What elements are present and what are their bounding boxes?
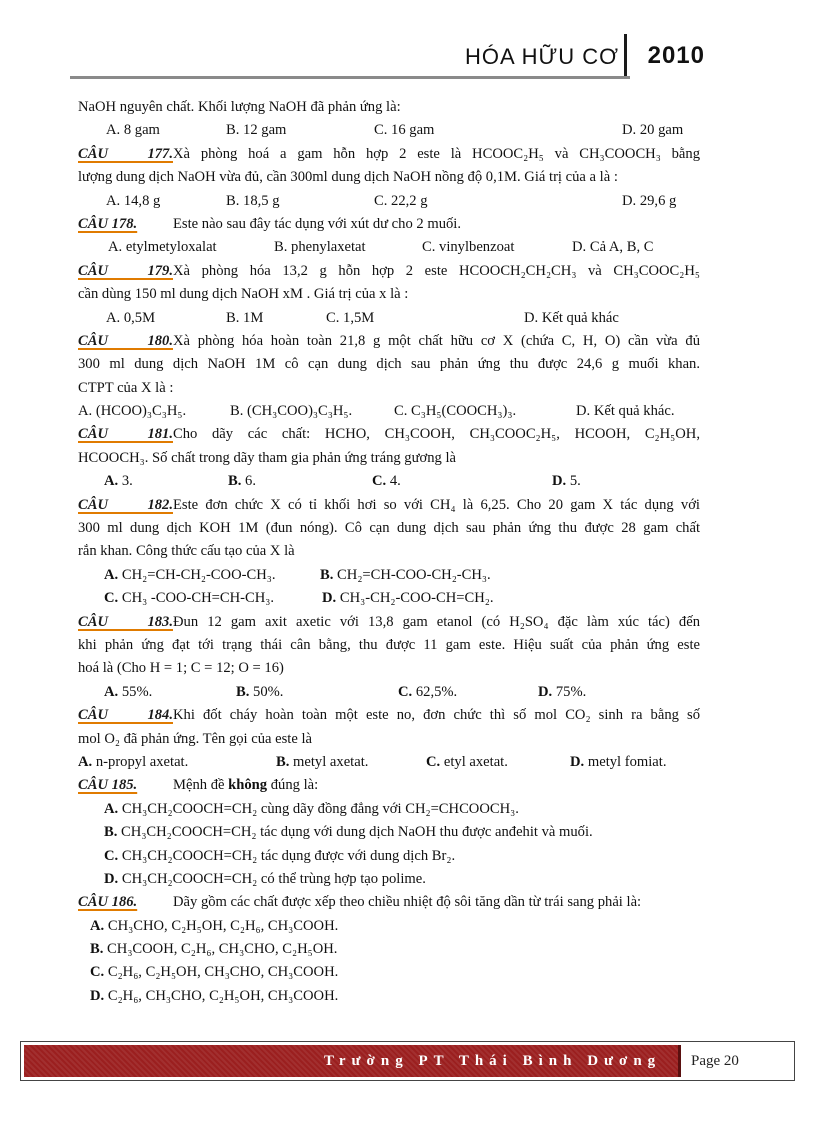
option-a: A. 8 gam [106,122,160,139]
option-b: B. phenylaxetat [274,239,366,256]
question-text: Mệnh đề [173,777,229,794]
question-label: CÂU 181. [78,426,173,443]
header-title: HÓA HỮU CƠ [465,44,619,69]
page-footer [20,1041,795,1081]
question-text: Cho dãy các chất: HCHO, CH₃COOH, CH₃COOC₂H₅, HCOOH, C₂H₅OH, [173,426,700,443]
footer-school-name: Trường PT Thái Bình Dương [324,1053,662,1069]
answer-row [78,751,700,774]
text-line: NaOH nguyên chất. Khối lượng NaOH đã phản ứng là: [78,99,401,115]
option-d: metyl fomiat. [587,753,667,770]
question-186 [78,891,700,914]
option-b: 50%. [253,683,284,700]
text-line: 300 ml dung dịch KOH 1M (đun nóng). Cô cạn dung dịch sau phản ứng thu được 28 gam chất [78,520,700,537]
answer-row [78,868,700,891]
option-c: C₂H₆, C₂H₅OH, CH₃CHO, CH₃COOH. [107,964,339,981]
text-line: 300 ml dung dịch NaOH 1M cô cạn dung dịch sau phản ứng thu được 24,6 g muối khan. [78,356,700,373]
option-a: A. etylmetyloxalat [108,239,217,256]
option-a: n-propyl axetat. [95,753,189,770]
answer-row [78,915,700,938]
option-c: 4. [389,473,401,490]
option-b: CH₃COOH, C₂H₆, CH₃CHO, C₂H₅OH. [107,941,338,958]
question-label: CÂU 180. [78,332,173,349]
option-letter: D. [322,590,337,607]
question-label: CÂU 179. [78,262,173,279]
option-c: C. vinylbenzoat [422,239,515,256]
option-letter: B. [104,824,118,841]
text-line: khi phản ứng đạt tới trạng thái cân bằng, thu được 11 gam este. Hiệu suất của phản ứng este [78,636,700,653]
option-letter: D. [552,473,567,490]
option-d: CH₃-CH₂-COO-CH=CH₂. [339,590,494,607]
option-letter: C. [104,590,119,607]
option-a: A. 14,8 g [106,192,161,209]
answer-row [78,119,700,142]
option-letter: B. [276,753,290,770]
question-text: Xà phòng hoá a gam hỗn hợp 2 este là HCOOC₂H₅ và CH₃COOCH₃ bằng [173,145,700,162]
answer-row [78,307,700,330]
answer-row [78,587,700,610]
option-d: D. 20 gam [622,122,684,139]
answer-row [78,190,700,213]
option-c: C. 1,5M [326,309,375,326]
option-a: CH₂=CH-CH₂-COO-CH₃. [121,566,276,583]
question-label: CÂU 185. [78,777,138,794]
text-line: cần dùng 150 ml dung dịch NaOH xM . Giá trị của x là : [78,286,409,303]
option-letter: B. [228,473,242,490]
option-letter: B. [320,566,334,583]
question-label: CÂU 178. [78,215,138,232]
question-text: đúng là: [267,777,319,794]
page-header [70,34,707,79]
answer-row [78,400,700,423]
option-letter: A. [104,566,119,583]
option-a: 55%. [121,683,153,700]
option-b: B. 1M [226,309,264,326]
header-year: 2010 [647,42,705,69]
option-a: CH₃CH₂COOCH=CH₂ cùng dãy đồng đẳng với CH₂=CHCOOCH₃. [121,800,519,817]
answer-row [78,798,700,821]
option-letter: A. [78,753,93,770]
option-letter: C. [90,964,105,981]
option-letter: C. [426,753,441,770]
option-letter: A. [104,683,119,700]
question-184 [78,704,700,727]
answer-row [78,470,700,493]
option-b: CH₃CH₂COOCH=CH₂ tác dụng với dung dịch NaOH thu được anđehit và muối. [121,824,593,841]
question-181 [78,423,700,446]
option-b: B. 18,5 g [226,192,280,209]
question-label: CÂU 186. [78,894,138,911]
option-d: CH₃CH₂COOCH=CH₂ có thể trùng hợp tạo polime. [121,870,426,887]
option-d: 5. [569,473,581,490]
question-185 [78,774,700,797]
text-line: mol O₂ đã phản ứng. Tên gọi của este là [78,730,313,747]
answer-row [78,236,700,259]
text-line: rắn khan. Công thức cấu tạo của X là [78,543,295,560]
option-letter: D. [90,987,105,1004]
question-label: CÂU 184. [78,707,173,724]
text-line: CTPT của X là : [78,379,174,396]
question-text: Đun 12 gam axit axetic với 13,8 gam etanol (có H₂SO₄ đặc làm xúc tác) đến [173,613,700,630]
option-b: B. (CH₃COO)₃C₃H₅. [230,403,353,420]
option-d: D. Kết quả khác [524,309,619,326]
question-text: Khi đốt cháy hoàn toàn một este no, đơn chức thì số mol CO₂ sinh ra bằng số [173,707,700,724]
question-text: Xà phòng hóa hoàn toàn 21,8 g một chất hữu cơ X (chứa C, H, O) cần vừa đủ [173,332,700,349]
answer-row [78,961,700,984]
option-b: B. 12 gam [226,122,287,139]
question-text-emphasis: không [228,777,268,794]
header-separator [624,34,627,76]
question-text: Este đơn chức X có tỉ khối hơi so với CH₄ là 6,25. Cho 20 gam X tác dụng với [173,496,700,513]
question-text: Dãy gồm các chất được xếp theo chiều nhiệt độ sôi tăng dần từ trái sang phải là: [173,894,642,911]
option-letter: C. [398,683,413,700]
question-label: CÂU 183. [78,613,173,630]
option-b: metyl axetat. [293,753,369,770]
question-list [78,96,700,1008]
question-text: Este nào sau đây tác dụng với xút dư cho 2 muối. [173,215,461,232]
footer-page-box [678,1045,791,1077]
answer-row [78,845,700,868]
option-c: 62,5%. [415,683,458,700]
option-c: C. 16 gam [374,122,435,139]
option-b: CH₂=CH-COO-CH₂-CH₃. [337,566,491,583]
option-d: D. Cả A, B, C [572,239,654,256]
option-c: etyl axetat. [443,753,508,770]
option-c: CH₃ -COO-CH=CH-CH₃. [121,590,275,607]
option-c: CH₃CH₂COOCH=CH₂ tác dụng được với dung dịch Br₂. [121,847,456,864]
option-d: D. Kết quả khác. [576,403,675,420]
option-d: 75%. [555,683,587,700]
option-letter: A. [104,473,119,490]
question-text: Xà phòng hóa 13,2 g hỗn hợp 2 este HCOOCH₂CH₂CH₃ và CH₃COOC₂H₅ [173,262,700,279]
text-line: HCOOCH₃. Số chất trong dãy tham gia phản ứng tráng gương là [78,449,457,466]
option-letter: C. [372,473,387,490]
question-label: CÂU 182. [78,496,173,513]
option-d: D. 29,6 g [622,192,677,209]
question-180 [78,330,700,353]
page-number: Page 20 [691,1053,739,1069]
option-d: C₂H₆, CH₃CHO, C₂H₅OH, CH₃COOH. [107,987,339,1004]
option-c: C. 22,2 g [374,192,428,209]
option-a: 3. [121,473,133,490]
option-b: 6. [245,473,256,490]
footer-banner [24,1045,791,1077]
option-letter: B. [90,941,104,958]
answer-row [78,681,700,704]
option-letter: A. [104,800,119,817]
question-182 [78,494,700,517]
question-label: CÂU 177. [78,145,173,162]
question-183 [78,611,700,634]
header-rule [70,76,630,79]
text-line: lượng dung dịch NaOH vừa đủ, cần 300ml dung dịch NaOH nồng độ 0,1M. Giá trị của a là : [78,169,618,186]
answer-row [78,821,700,844]
option-letter: A. [90,917,105,934]
answer-row [78,985,700,1008]
text-line: hoá là (Cho H = 1; C = 12; O = 16) [78,660,284,677]
answer-row [78,938,700,961]
option-letter: D. [104,870,119,887]
answer-row [78,564,700,587]
option-letter: C. [104,847,119,864]
question-177 [78,143,700,166]
option-a: A. (HCOO)₃C₃H₅. [78,403,187,420]
option-a: A. 0,5M [106,309,156,326]
question-178 [78,213,700,236]
option-a: CH₃CHO, C₂H₅OH, C₂H₆, CH₃COOH. [107,917,339,934]
question-179 [78,260,700,283]
option-c: C. C₃H₅(COOCH₃)₃. [394,403,517,420]
option-letter: D. [570,753,585,770]
option-letter: D. [538,683,553,700]
option-letter: B. [236,683,250,700]
